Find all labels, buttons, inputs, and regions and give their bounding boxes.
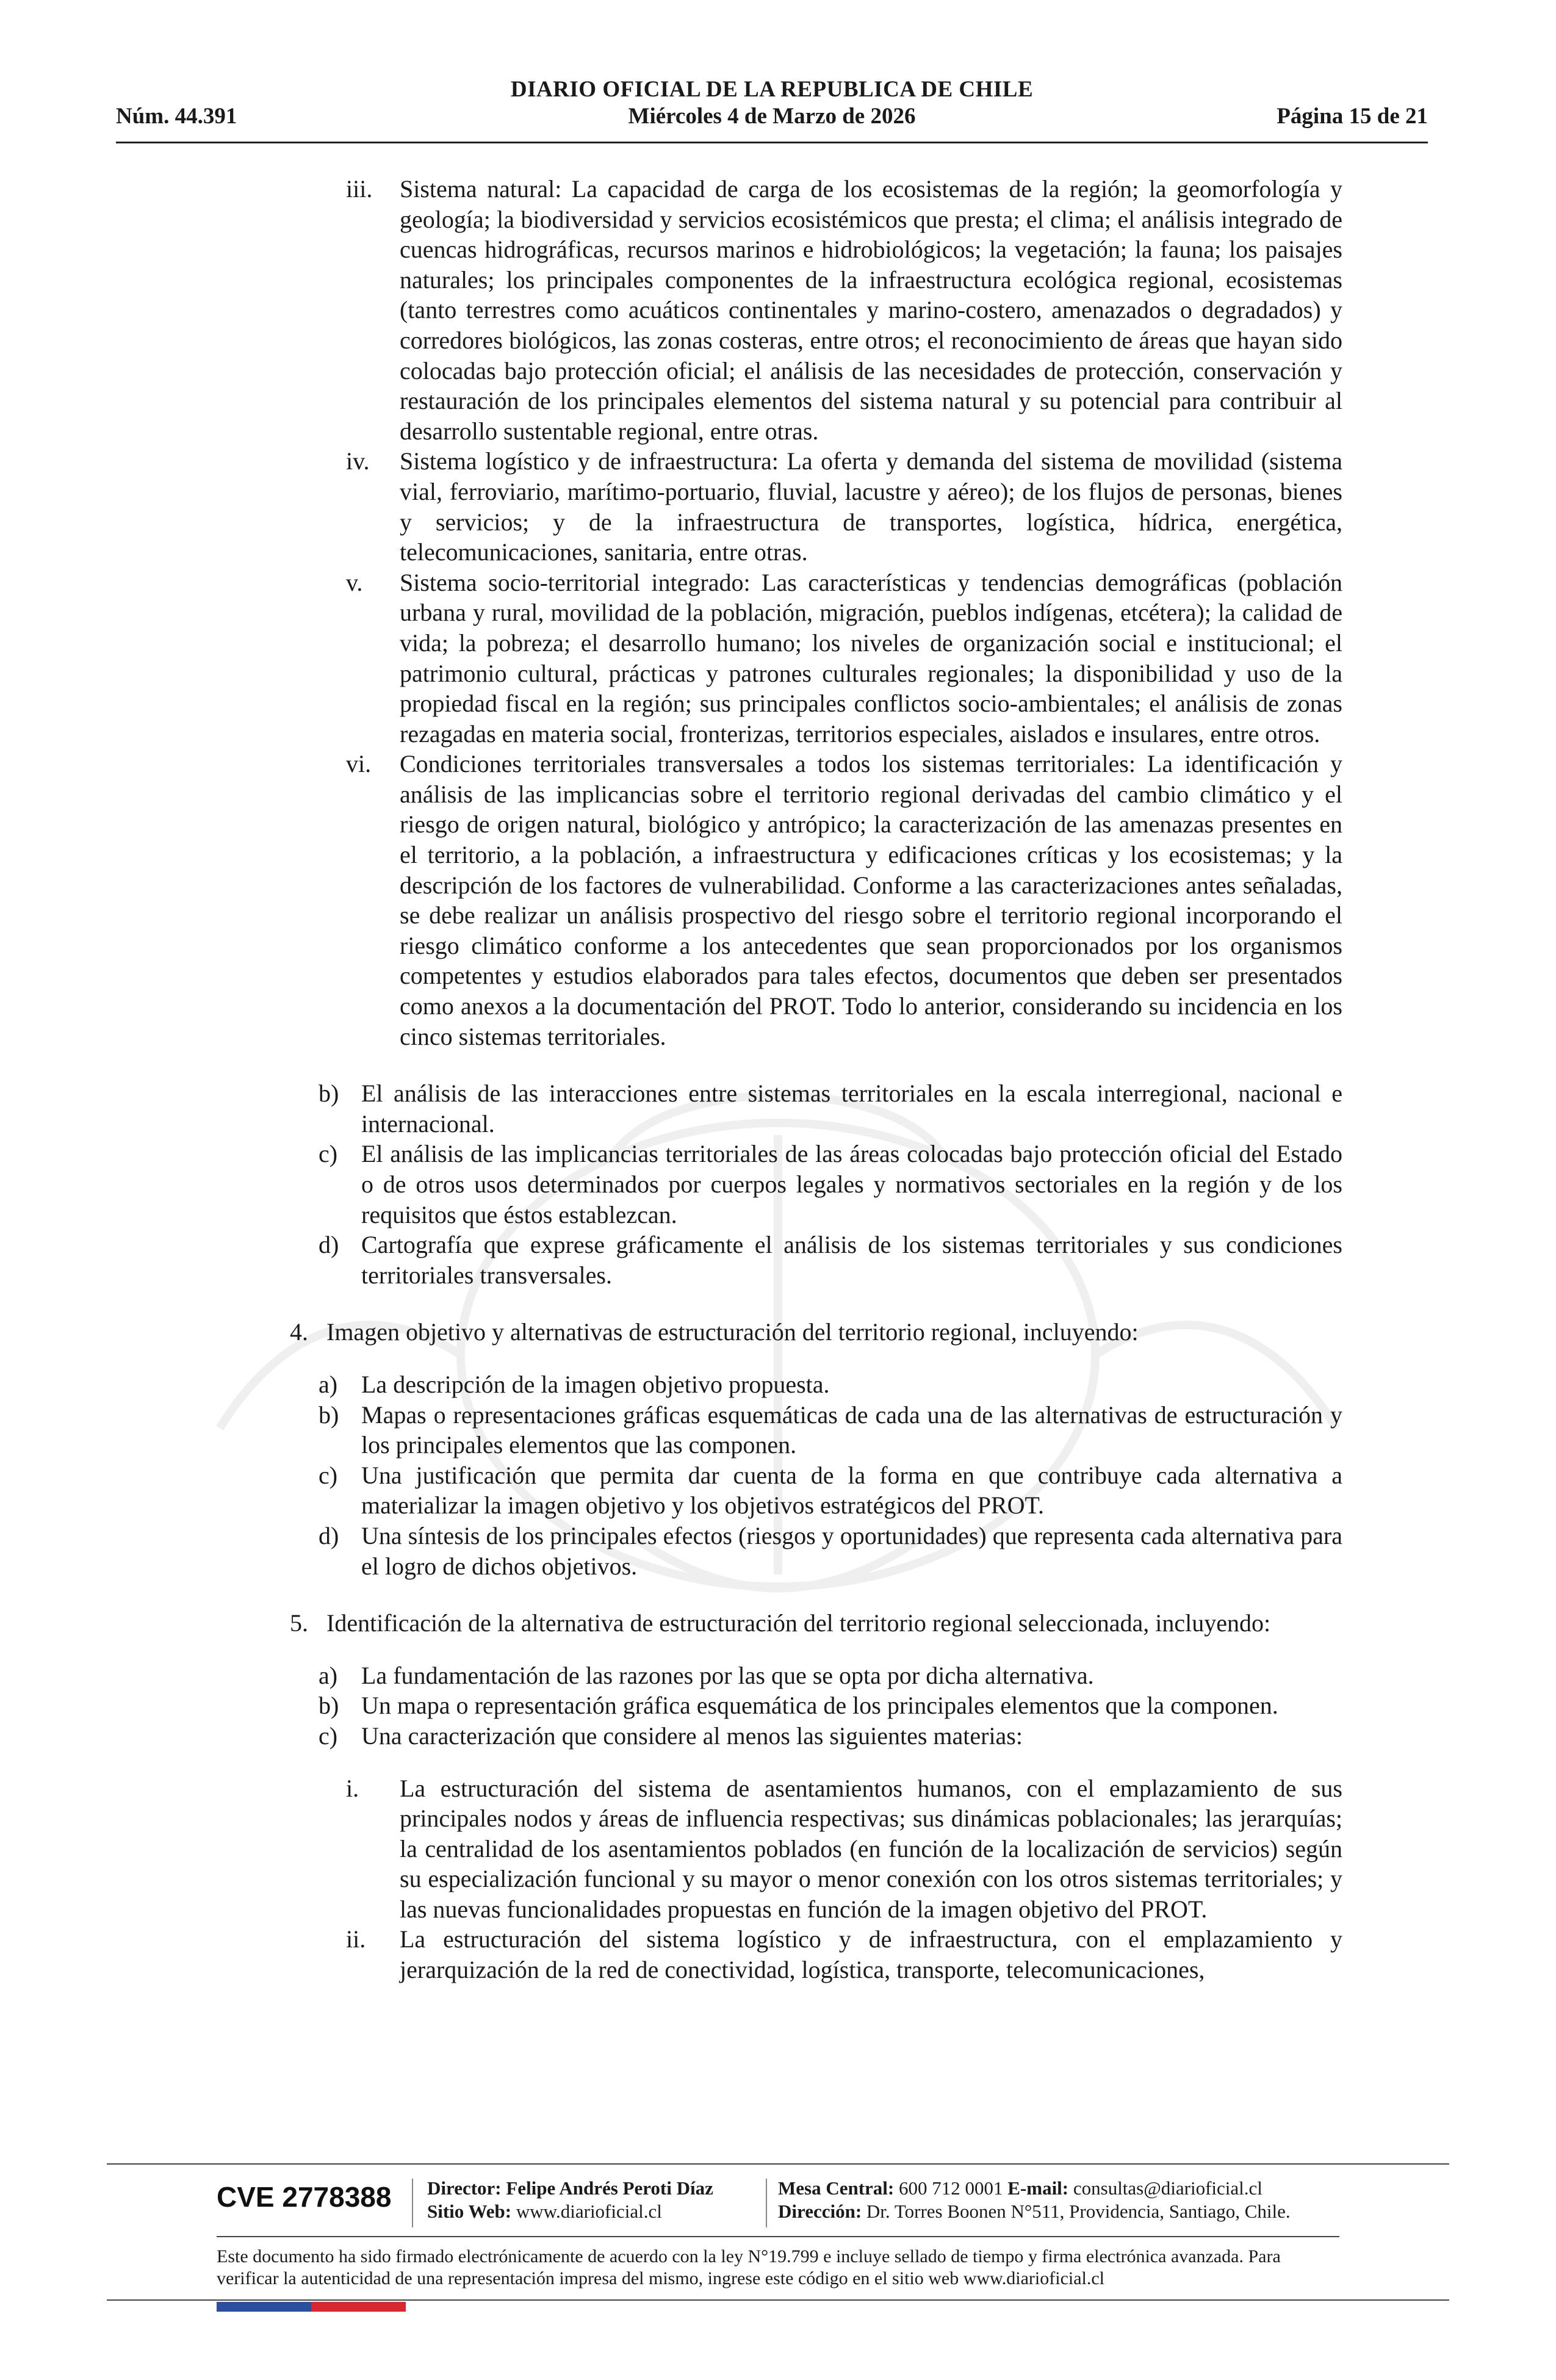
list-marker: d) [319, 1521, 339, 1549]
list-item-5c-i [346, 1773, 1342, 1925]
list-marker: a) [319, 1661, 338, 1689]
list-marker: d) [319, 1231, 339, 1259]
section-text: Identificación de la alternativa de estructuración del territorio regional seleccionada, incluyendo: [326, 1609, 1271, 1637]
issue-date: Miércoles 4 de Marzo de 2026 [628, 104, 916, 129]
footer-divider-middle [217, 2236, 1339, 2237]
section-text: Imagen objetivo y alternativas de estructuración del territorio regional, incluyendo: [326, 1318, 1139, 1346]
section-number: 5. [290, 1609, 308, 1637]
director-name: Felipe Andrés Peroti Díaz [506, 2177, 713, 2199]
list-item-5c [319, 1721, 1342, 1751]
list-item-4a [319, 1369, 1342, 1400]
list-marker: c) [319, 1140, 338, 1168]
address-value: Dr. Torres Boonen N°511, Providencia, Santiago, Chile. [866, 2201, 1291, 2222]
header-divider [116, 142, 1428, 143]
list-item-vi [346, 749, 1342, 1051]
page-number: Página 15 de 21 [1277, 104, 1428, 129]
phone-label: Mesa Central: [778, 2177, 895, 2199]
list-text: Un mapa o representación gráfica esquemática de los principales elementos que la componen. [361, 1692, 1278, 1720]
footer-separator [766, 2179, 767, 2227]
list-text: Una síntesis de los principales efectos (riesgos y oportunidades) que representa cada alternativa para el logro de dichos objetivos. [361, 1521, 1342, 1580]
list-marker: b) [319, 1080, 339, 1108]
list-item-v [346, 568, 1342, 749]
list-text: Sistema natural: La capacidad de carga de los ecosistemas de la región; la geomorfología y geología; la biodiversidad y servicios ecosistémicos que presta; el clima; el análisis integrado de cuencas hidrográficas, recursos marinos e hidrobiológicos; la vegetación; la fauna; los paisajes naturales; los principales componentes de la infraestructura ecológica regional, ecosistemas (tanto terrestres como acuáticos continentales y marino-costero, amenazados o degradados) y corredores biológicos, las zonas costeras, entre otros; el reconocimiento de áreas que hayan sido colocadas bajo protección oficial; el análisis de las necesidades de protección, conservación y restauración de los principales elementos del sistema natural y su potencial para contribuir al desarrollo sustentable regional, entre otras. [400, 175, 1342, 445]
document-body [0, 174, 1556, 1985]
footer-divider-bottom [107, 2299, 1449, 2301]
list-text: Sistema socio-territorial integrado: Las características y tendencias demográficas (población urbana y rural, movilidad de la población, migración, pueblos indígenas, etcétera); la calidad de vida; la pobreza; el desarrollo humano; los niveles de organización social e institucional; el patrimonio cultural, prácticas y patrones culturales regionales; la disponibilidad y uso de la propiedad fiscal en la región; sus principales conflictos socio-ambientales; el análisis de zonas rezagadas en materia social, fronterizas, territorios especiales, aislados e insulares, entre otros. [400, 568, 1342, 748]
list-text: Una caracterización que considere al menos las siguientes materias: [361, 1722, 1023, 1750]
section-4 [290, 1317, 1342, 1347]
section-5 [290, 1608, 1342, 1639]
section-number: 4. [290, 1318, 308, 1346]
list-marker: a) [319, 1370, 338, 1398]
web-label: Sitio Web: [427, 2201, 512, 2222]
list-marker: b) [319, 1692, 339, 1720]
list-item-3c [319, 1139, 1342, 1230]
list-text: La descripción de la imagen objetivo propuesta. [361, 1370, 830, 1398]
list-text: Sistema logístico y de infraestructura: La oferta y demanda del sistema de movilidad (sistema vial, ferroviario, marítimo-portuario, fluvial, lacustre y aéreo); de los flujos de personas, bienes y servicios; y de la infraestructura de transportes, logística, hídrica, energética, telecomunicaciones, sanitaria, entre otras. [400, 447, 1342, 566]
list-item-iv [346, 446, 1342, 567]
list-item-5c-ii [346, 1924, 1342, 1985]
legal-notice: Este documento ha sido firmado electrónicamente de acuerdo con la ley N°19.799 e incluye sellado de tiempo y firma electrónica avanzada. Para verificar la autenticidad de una representación impresa del mismo, ingrese este código en el sitio web www.diarioficial.cl [217, 2246, 1281, 2288]
list-text: La fundamentación de las razones por las que se opta por dicha alternativa. [361, 1661, 1094, 1689]
list-marker: iii. [346, 175, 373, 203]
list-text: Cartografía que exprese gráficamente el análisis de los sistemas territoriales y sus condiciones territoriales transversales. [361, 1231, 1342, 1289]
address-label: Dirección: [778, 2201, 862, 2222]
list-item-3d [319, 1230, 1342, 1290]
list-item-3b [319, 1078, 1342, 1139]
page-header [116, 76, 1428, 150]
list-marker: v. [346, 568, 363, 596]
footer-director-block [427, 2177, 713, 2223]
footer-divider-top [107, 2163, 1449, 2165]
phone-value: 600 712 0001 [899, 2177, 1003, 2199]
email-link[interactable]: consultas@diarioficial.cl [1073, 2177, 1262, 2199]
list-item-5b [319, 1690, 1342, 1721]
issue-number: Núm. 44.391 [116, 104, 237, 129]
list-marker: c) [319, 1722, 338, 1750]
director-label: Director: [427, 2177, 502, 2199]
cve-code: CVE 2778388 [217, 2181, 392, 2213]
web-link[interactable]: www.diarioficial.cl [516, 2201, 662, 2222]
list-marker: iv. [346, 447, 370, 475]
list-text: Condiciones territoriales transversales a todos los sistemas territoriales: La identificación y análisis de las implicancias sobre el territorio regional derivadas del cambio climático y el riesgo de origen natural, biológico y antrópico; la caracterización de las amenazas presentes en el territorio, a la población, a infraestructura y edificaciones críticas y los ecosistemas; y la descripción de los factores de vulnerabilidad. Conforme a las caracterizaciones antes señaladas, se debe realizar un análisis prospectivo del riesgo sobre el territorio regional incorporando el riesgo climático conforme a los antecedentes que sean proporcionados por los organismos competentes y estudios elaborados para tales efectos, documentos que deben ser presentados como anexos a la documentación del PROT. Todo lo anterior, considerando su incidencia en los cinco sistemas territoriales. [400, 750, 1342, 1050]
footer-separator [412, 2179, 413, 2227]
list-marker: b) [319, 1401, 339, 1429]
list-text: Mapas o representaciones gráficas esquemáticas de cada una de las alternativas de estructuración y los principales elementos que las componen. [361, 1401, 1342, 1459]
newspaper-title: DIARIO OFICIAL DE LA REPUBLICA DE CHILE [510, 77, 1034, 102]
footer-contact-block [778, 2177, 1291, 2223]
list-marker: i. [346, 1774, 359, 1802]
list-text: La estructuración del sistema de asentamientos humanos, con el emplazamiento de sus principales nodos y áreas de influencia respectivas; sus dinámicas poblacionales; las jerarquías; la centralidad de los asentamientos poblados (en función de la localización de servicios) según su especialización funcional y su mayor o menor conexión con los otros sistemas territoriales; y las nuevas funcionalidades propuestas en función de la imagen objetivo del PROT. [400, 1774, 1342, 1923]
list-item-4d [319, 1521, 1342, 1581]
list-item-iii [346, 174, 1342, 446]
page-footer [217, 2176, 1345, 2230]
list-item-4b [319, 1400, 1342, 1460]
list-text: El análisis de las implicancias territoriales de las áreas colocadas bajo protección oficial del Estado o de otros usos determinados por cuerpos legales y normativos sectoriales en la región y de los requisitos que éstos establezcan. [361, 1140, 1342, 1228]
list-text: Una justificación que permita dar cuenta de la forma en que contribuye cada alternativa a materializar la imagen objetivo y los objetivos estratégicos del PROT. [361, 1461, 1342, 1520]
list-text: El análisis de las interacciones entre sistemas territoriales en la escala interregional, nacional e internacional. [361, 1080, 1342, 1138]
list-item-5a [319, 1661, 1342, 1691]
list-marker: c) [319, 1461, 338, 1489]
email-label: E-mail: [1007, 2177, 1069, 2199]
list-text: La estructuración del sistema logístico y de infraestructura, con el emplazamiento y jerarquización de la red de conectividad, logística, transporte, telecomunicaciones, [400, 1925, 1342, 1984]
list-item-4c [319, 1460, 1342, 1521]
list-marker: vi. [346, 750, 372, 778]
flag-stripe-red [311, 2302, 406, 2312]
flag-stripe-blue [217, 2302, 311, 2312]
list-marker: ii. [346, 1925, 366, 1953]
